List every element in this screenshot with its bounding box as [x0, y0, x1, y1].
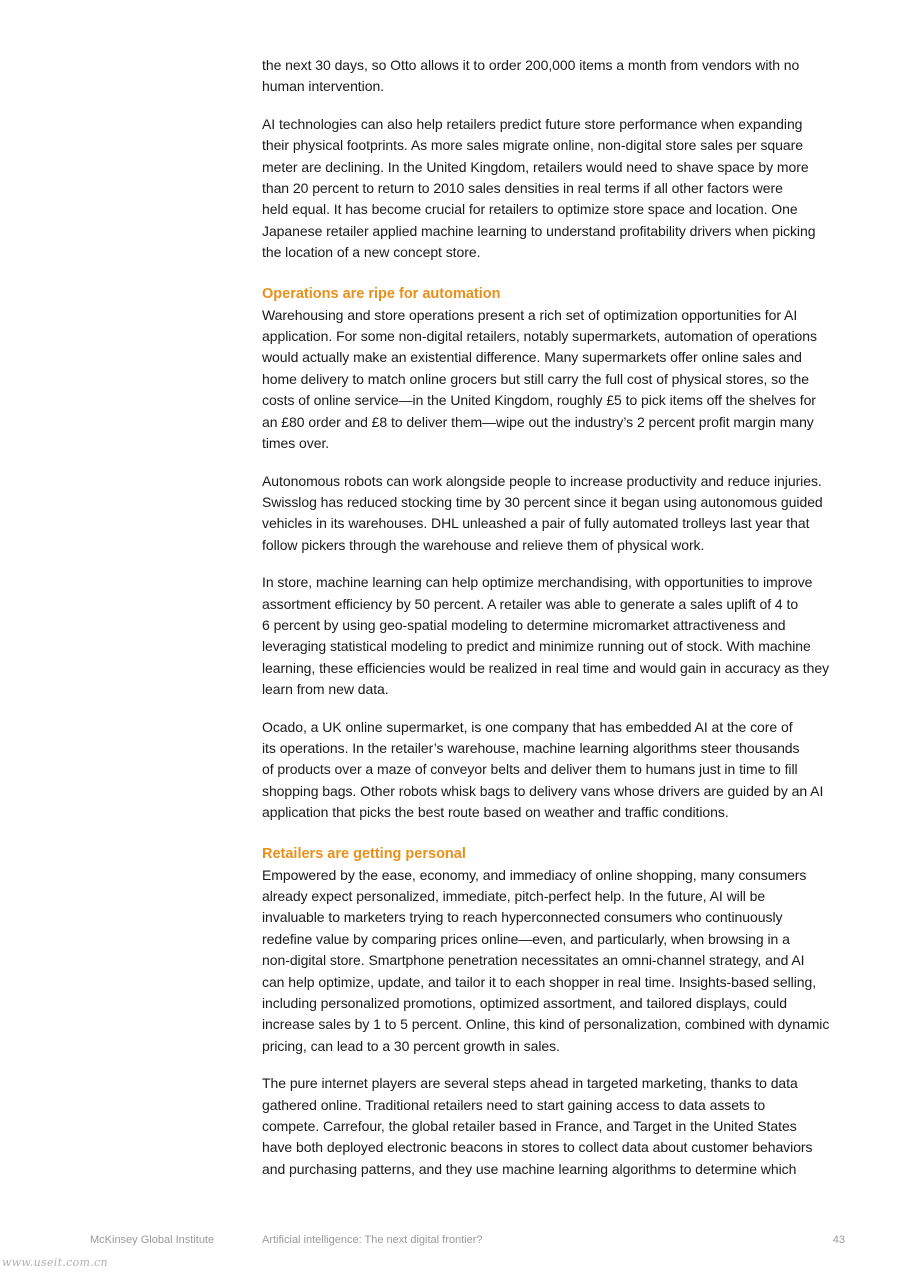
- body-paragraph: Ocado, a UK online supermarket, is one company that has embedded AI at the core of its operations. In the retailer’s warehouse, machine learning algorithms steer thousands of products over a maze of conveyor belts and deliver them to humans just in time to fill shopping bags. Other robots whisk bags to delivery vans whose drivers are guided by an AI application that picks the best route based on weather and traffic conditions.: [262, 718, 824, 821]
- body-paragraph: In store, machine learning can help optimize merchandising, with opportunities to improve assortment efficiency by 50 percent. A retailer was able to generate a sales uplift of 4 to 6 percent by using geo-spatial modeling to determine micromarket attractiveness and leveraging statistical modeling to predict and minimize running out of stock. With machine learning, these efficiencies would be realized in real time and would gain in accuracy as they learn from new data.: [262, 574, 830, 698]
- page-body: [262, 55, 852, 1196]
- section-heading-operations: Operations are ripe for automation: [262, 285, 501, 302]
- body-paragraph: Empowered by the ease, economy, and immediacy of online shopping, many consumers already expect personalized, immediate, pitch-perfect help. In the future, AI will be invaluable to marketers trying to reach hyperconnected consumers who continuously redefine value by comparing prices online—even, and particularly, when browsing in a non-digital store. Smartphone penetration necessitates an omni-channel strategy, and AI can help optimize, update, and tailor it to each shopper in real time. Insights-based selling, including personalized promotions, optimized assortment, and tailored displays, could increase sales by 1 to 5 percent. Online, this kind of personalization, combined with dynamic pricing, can lead to a 30 percent growth in sales.: [262, 866, 830, 1054]
- watermark: www.useit.com.cn: [2, 1256, 108, 1269]
- footer-report-title: Artificial intelligence: The next digital frontier?: [262, 1234, 483, 1246]
- body-paragraph: AI technologies can also help retailers predict future store performance when expanding their physical footprints. As more sales migrate online, non-digital store sales per square meter are declining. In the United Kingdom, retailers would need to shave space by more than 20 percent to return to 2010 sales densities in real terms if all other factors were held equal. It has become crucial for retailers to optimize store space and location. One Japanese retailer applied machine learning to understand profitability drivers when picking the location of a new concept store.: [262, 115, 816, 261]
- body-paragraph: the next 30 days, so Otto allows it to order 200,000 items a month from vendors with no human intervention.: [262, 57, 800, 95]
- body-paragraph: Warehousing and store operations present a rich set of optimization opportunities for AI application. For some non-digital retailers, notably supermarkets, automation of operations would actually make an existential difference. Many supermarkets offer online sales and home delivery to match online grocers but still carry the full cost of physical stores, so the costs of online service—in the United Kingdom, roughly £5 to pick items off the shelves for an £80 order and £8 to deliver them—wipe out the industry’s 2 percent profit margin many times over.: [262, 306, 817, 452]
- section-heading-personal: Retailers are getting personal: [262, 845, 466, 862]
- body-paragraph: The pure internet players are several steps ahead in targeted marketing, thanks to data gathered online. Traditional retailers need to start gaining access to data assets to compete. Carrefour, the global retailer based in France, and Target in the United States have both deployed electronic beacons in stores to collect data about customer behaviors and purchasing patterns, and they use machine learning algorithms to determine which: [262, 1075, 813, 1177]
- body-paragraph: Autonomous robots can work alongside people to increase productivity and reduce injuries. Swisslog has reduced stocking time by 30 percent since it began using autonomous guided vehicles in its warehouses. DHL unleashed a pair of fully automated trolleys last year that follow pickers through the warehouse and relieve them of physical work.: [262, 472, 823, 553]
- page-number: 43: [832, 1234, 845, 1246]
- footer-publisher: McKinsey Global Institute: [90, 1234, 215, 1246]
